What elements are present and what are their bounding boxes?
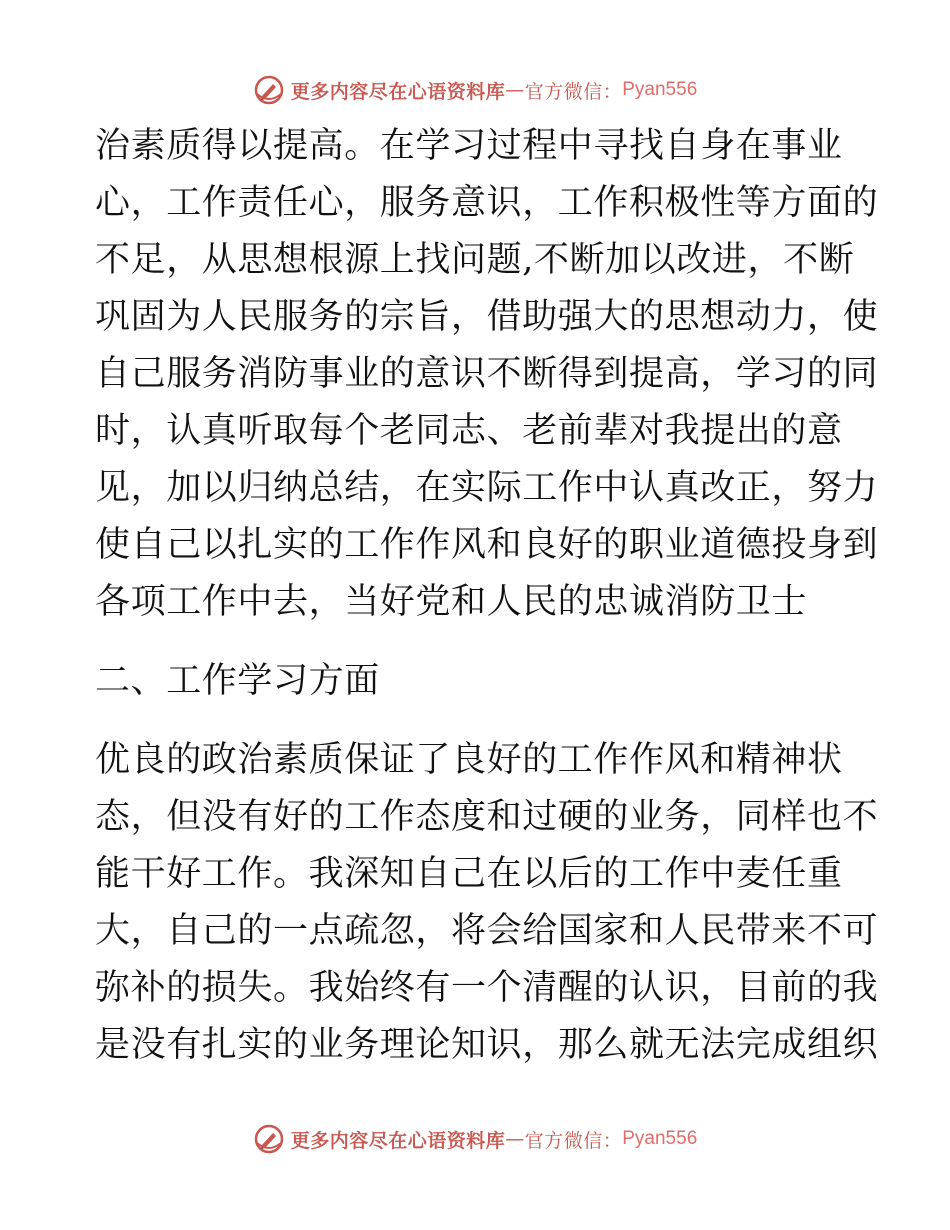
watermark-label: 官方微信： (524, 1129, 623, 1152)
watermark-label: 官方微信： (524, 80, 623, 103)
text-line: 自己服务消防事业的意识不断得到提高，学习的同 (95, 354, 879, 394)
text-line: 优良的政治素质保证了良好的工作作风和精神状 (95, 740, 843, 780)
text-line: 时，认真听取每个老同志、老前辈对我提出的意 (95, 411, 843, 451)
text-line: 使自己以扎实的工作作风和良好的职业道德投身到 (95, 525, 879, 565)
document-body (95, 118, 879, 1074)
footer-watermark (0, 1119, 950, 1159)
text-line: 见，加以归纳总结，在实际工作中认真改正，努力 (95, 468, 879, 508)
text-line: 不足，从思想根源上找问题,不断加以改进，不断 (95, 240, 855, 280)
text-line: 态，但没有好的工作态度和过硬的业务，同样也不 (95, 797, 879, 837)
text-line: 弥补的损失。我始终有一个清醒的认识，目前的我 (95, 968, 879, 1008)
text-line: 巩固为人民服务的宗旨，借助强大的思想动力，使 (95, 297, 879, 337)
watermark-wechat-id: Pyan556 (622, 79, 698, 100)
section-heading: 二、工作学习方面 (95, 661, 380, 701)
text-line: 是没有扎实的业务理论知识，那么就无法完成组织 (95, 1025, 879, 1065)
paragraph-1 (95, 118, 879, 631)
header-watermark (0, 70, 950, 110)
pen-logo-icon (253, 74, 285, 106)
watermark-separator: — (505, 1128, 525, 1150)
watermark-main-text: 更多内容尽在心语资料库 (290, 80, 506, 103)
watermark-wechat-id: Pyan556 (622, 1128, 698, 1149)
text-line: 心，工作责任心，服务意识，工作积极性等方面的 (95, 183, 879, 223)
watermark-main-text: 更多内容尽在心语资料库 (290, 1129, 506, 1152)
paragraph-2 (95, 732, 879, 1074)
text-line: 能干好工作。我深知自己在以后的工作中麦任重 (95, 854, 843, 894)
text-line: 治素质得以提高。在学习过程中寻找自身在事业 (95, 126, 843, 166)
watermark-separator: — (505, 79, 525, 101)
text-line: 大，自己的一点疏忽，将会给国家和人民带来不可 (95, 911, 879, 951)
text-line: 各项工作中去，当好党和人民的忠诚消防卫士 (95, 582, 808, 622)
pen-logo-icon (253, 1123, 285, 1155)
